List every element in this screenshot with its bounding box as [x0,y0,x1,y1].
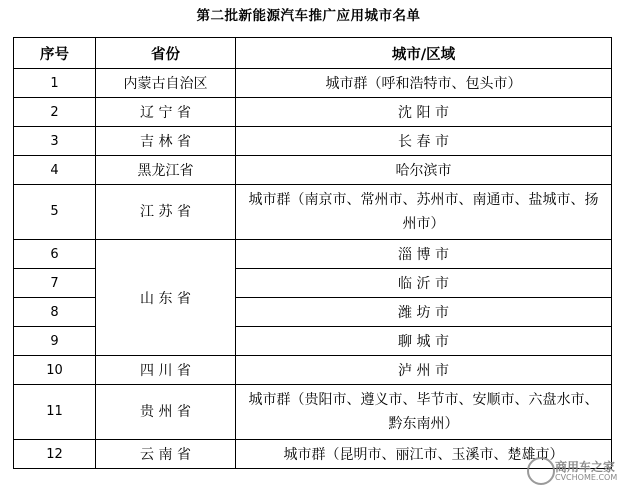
table-row [14,385,612,440]
row-city: 淄 博 市 [236,240,612,269]
table-row [14,240,612,269]
table-row [14,440,612,469]
watermark-logo [527,455,617,485]
row-city: 潍 坊 市 [236,298,612,327]
row-number: 12 [14,440,96,469]
row-number: 9 [14,327,96,356]
row-number: 3 [14,127,96,156]
row-city: 泸 州 市 [236,356,612,385]
table-row [14,127,612,156]
row-number: 7 [14,269,96,298]
table-row [14,156,612,185]
row-city: 城市群（呼和浩特市、包头市） [236,69,612,98]
row-city: 沈 阳 市 [236,98,612,127]
row-province: 江 苏 省 [96,185,236,240]
row-province: 云 南 省 [96,440,236,469]
table-row [14,185,612,240]
header-number: 序号 [14,38,96,69]
header-province: 省份 [96,38,236,69]
table-row [14,356,612,385]
row-number: 11 [14,385,96,440]
row-province: 吉 林 省 [96,127,236,156]
header-city: 城市/区域 [236,38,612,69]
row-city: 哈尔滨市 [236,156,612,185]
row-number: 1 [14,69,96,98]
city-list-table [13,37,612,469]
row-province: 内蒙古自治区 [96,69,236,98]
row-province: 山 东 省 [96,240,236,356]
watermark-text: 商用车之家 [555,460,616,474]
row-province: 贵 州 省 [96,385,236,440]
table-row [14,69,612,98]
row-number: 5 [14,185,96,240]
page-title: 第二批新能源汽车推广应用城市名单 [196,8,421,24]
row-province: 辽 宁 省 [96,98,236,127]
row-province: 黑龙江省 [96,156,236,185]
row-number: 4 [14,156,96,185]
row-city: 长 春 市 [236,127,612,156]
row-province: 四 川 省 [96,356,236,385]
table-header-row [14,38,612,69]
row-number: 10 [14,356,96,385]
row-city: 聊 城 市 [236,327,612,356]
row-number: 6 [14,240,96,269]
row-number: 2 [14,98,96,127]
row-city: 城市群（昆明市、丽江市、玉溪市、楚雄市） [236,440,612,469]
table-row [14,98,612,127]
watermark-subtext: CVCHOME.COM [555,473,617,482]
row-city: 城市群（贵阳市、遵义市、毕节市、安顺市、六盘水市、黔东南州） [236,385,612,440]
watermark-circle-icon [527,457,555,485]
row-city: 临 沂 市 [236,269,612,298]
row-city: 城市群（南京市、常州市、苏州市、南通市、盐城市、扬州市） [236,185,612,240]
row-number: 8 [14,298,96,327]
